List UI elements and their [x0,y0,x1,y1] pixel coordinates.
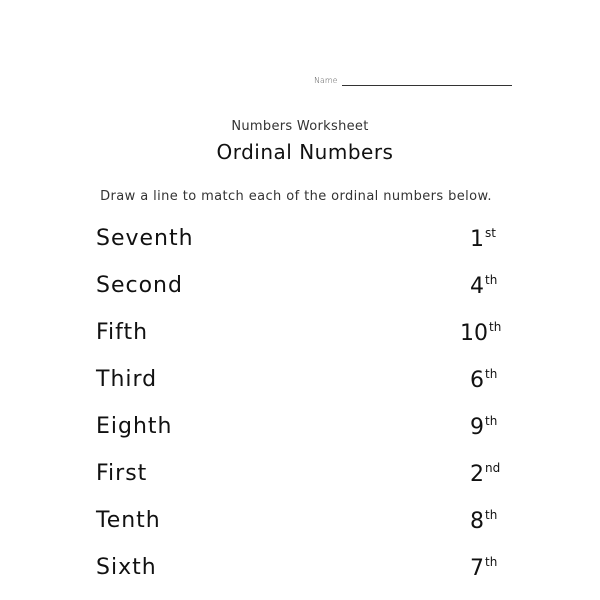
number-value: 9 [470,415,484,440]
worksheet-title: Ordinal Numbers [216,140,394,164]
number-suffix: nd [485,461,501,475]
number-suffix: st [485,226,496,240]
number-value: 7 [470,556,484,581]
word-item: Tenth [96,508,161,533]
number-suffix: th [485,273,498,287]
number-item [470,273,497,299]
number-value: 1 [470,227,484,252]
word-item: Second [96,273,183,298]
word-item: Sixth [96,555,157,580]
number-suffix: th [485,508,498,522]
word-item: Eighth [96,414,173,439]
number-suffix: th [489,320,502,334]
number-suffix: th [485,555,498,569]
name-label: Name [314,76,338,85]
word-item: Third [96,367,158,392]
name-input-line[interactable] [342,85,512,86]
number-item [470,414,497,440]
number-value: 6 [470,368,484,393]
number-suffix: th [485,367,498,381]
number-item [470,461,500,487]
instructions-text: Draw a line to match each of the ordinal numbers below. [100,189,492,204]
number-suffix: th [485,414,498,428]
number-item [470,226,496,252]
number-value: 8 [470,509,484,534]
worksheet-subtitle: Numbers Worksheet [231,119,369,134]
word-item: Fifth [96,320,149,345]
number-item [460,320,501,346]
number-item [470,367,497,393]
word-item: Seventh [96,226,194,251]
number-value: 2 [470,462,484,487]
number-value: 4 [470,274,484,299]
number-item [470,555,497,581]
number-value: 10 [460,321,488,346]
word-item: First [96,461,148,486]
name-field-row [314,74,514,88]
number-item [470,508,497,534]
